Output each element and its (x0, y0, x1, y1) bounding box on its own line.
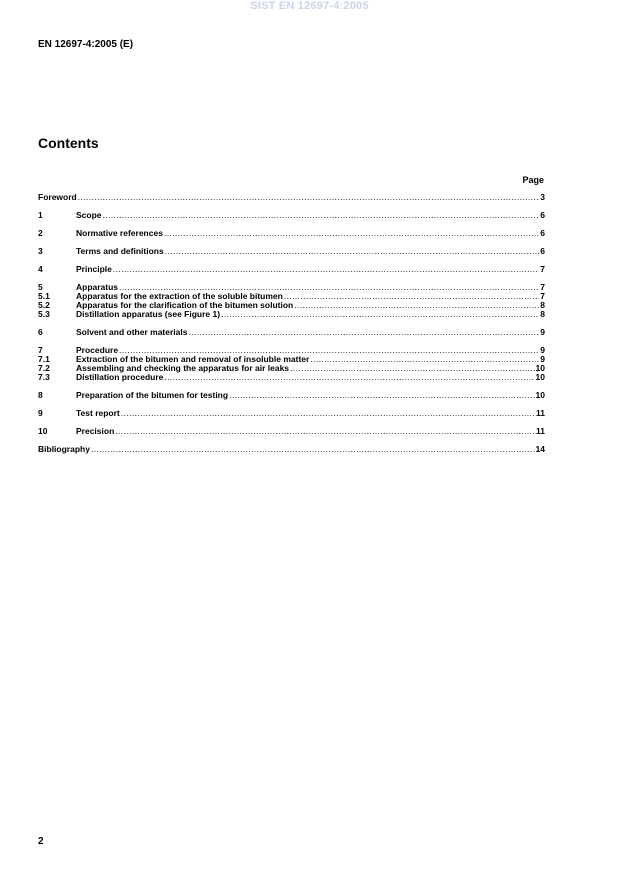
toc-dot-leader (294, 301, 539, 310)
toc-dot-leader (115, 427, 535, 436)
toc-entry-page: 9 (540, 327, 545, 337)
toc-entry[interactable] (38, 193, 545, 202)
toc-entry-page: 6 (540, 210, 545, 220)
toc-entry-page: 10 (535, 390, 545, 400)
toc-dot-leader (221, 310, 539, 319)
toc-entry[interactable] (38, 409, 545, 418)
toc-entry-title: Solvent and other materials (76, 327, 188, 337)
toc-entry-page: 6 (540, 246, 545, 256)
toc-entry-title: Procedure (76, 345, 119, 355)
toc-dot-leader (310, 355, 539, 364)
toc-entry[interactable] (38, 247, 545, 256)
toc-entry[interactable] (38, 211, 545, 220)
toc-entry-number: 5.3 (38, 309, 50, 319)
toc-entry-number: 1 (38, 210, 43, 220)
toc-entry-title: Apparatus for the extraction of the soluble bitumen (76, 291, 283, 301)
toc-entry-title: Apparatus (76, 282, 119, 292)
toc-entry-page: 8 (540, 309, 545, 319)
toc-entry-page: 7 (540, 291, 545, 301)
toc-entry-title: Distillation apparatus (see Figure 1) (76, 309, 221, 319)
toc-entry-title: Terms and definitions (76, 246, 164, 256)
toc-entry[interactable] (38, 229, 545, 238)
toc-entry-title: Test report (76, 408, 120, 418)
toc-entry-number: 5.2 (38, 300, 50, 310)
toc-entry-number: 7.1 (38, 354, 50, 364)
toc-entry[interactable] (38, 373, 545, 382)
toc-entry-number: 2 (38, 228, 43, 238)
toc-dot-leader (229, 391, 534, 400)
toc-entry-page: 8 (540, 300, 545, 310)
document-header: EN 12697-4:2005 (E) (38, 39, 134, 50)
toc-entry-title: Precision (76, 426, 115, 436)
toc-entry-title: Preparation of the bitumen for testing (76, 390, 229, 400)
toc-entry-number: 4 (38, 264, 43, 274)
toc-entry-page: 10 (535, 372, 545, 382)
toc-dot-leader (164, 229, 539, 238)
page-number: 2 (38, 836, 44, 847)
toc-entry-title: Principle (76, 264, 112, 274)
toc-entry-page: 6 (540, 228, 545, 238)
toc-entry-page: 7 (540, 282, 545, 292)
toc-entry[interactable] (38, 427, 545, 436)
page-column-label: Page (522, 175, 544, 185)
toc-entry-page: 14 (535, 444, 545, 454)
toc-dot-leader (188, 328, 539, 337)
toc-entry-page: 9 (540, 354, 545, 364)
table-of-contents (38, 193, 545, 454)
toc-entry-number: 7.2 (38, 363, 50, 373)
toc-entry-page: 3 (540, 192, 545, 202)
toc-entry-title: Extraction of the bitumen and removal of insoluble matter (76, 354, 310, 364)
toc-entry-page: 11 (536, 426, 545, 436)
toc-entry-page: 10 (535, 363, 545, 373)
toc-entry-title: Assembling and checking the apparatus for air leaks (76, 363, 290, 373)
toc-dot-leader (165, 247, 540, 256)
toc-entry-page: 9 (540, 345, 545, 355)
toc-entry-number: 8 (38, 390, 43, 400)
toc-entry-number: 5 (38, 282, 43, 292)
toc-entry-title: Bibliography (38, 444, 90, 454)
toc-dot-leader (91, 445, 535, 454)
toc-dot-leader (164, 373, 534, 382)
toc-entry-number: 5.1 (38, 291, 50, 301)
toc-entry[interactable] (38, 391, 545, 400)
toc-entry-page: 7 (540, 264, 545, 274)
toc-dot-leader (121, 409, 535, 418)
toc-entry-number: 6 (38, 327, 43, 337)
toc-entry-number: 9 (38, 408, 43, 418)
toc-entry-number: 7 (38, 345, 43, 355)
toc-entry-number: 7.3 (38, 372, 50, 382)
toc-entry-number: 10 (38, 426, 48, 436)
toc-entry[interactable] (38, 265, 545, 274)
toc-dot-leader (284, 292, 539, 301)
toc-entry-title: Apparatus for the clarification of the bitumen solution (76, 300, 294, 310)
toc-dot-leader (103, 211, 540, 220)
toc-entry[interactable] (38, 445, 545, 454)
toc-dot-leader (290, 364, 534, 373)
toc-entry-number: 3 (38, 246, 43, 256)
toc-entry[interactable] (38, 310, 545, 319)
toc-entry-page: 11 (536, 408, 545, 418)
toc-entry-title: Foreword (38, 192, 77, 202)
toc-entry[interactable] (38, 328, 545, 337)
toc-entry-title: Scope (76, 210, 102, 220)
toc-entry-title: Distillation procedure (76, 372, 164, 382)
watermark: SIST EN 12697-4:2005 (250, 0, 369, 12)
toc-entry-title: Normative references (76, 228, 163, 238)
toc-dot-leader (78, 193, 540, 202)
toc-dot-leader (113, 265, 539, 274)
contents-title: Contents (38, 135, 99, 151)
